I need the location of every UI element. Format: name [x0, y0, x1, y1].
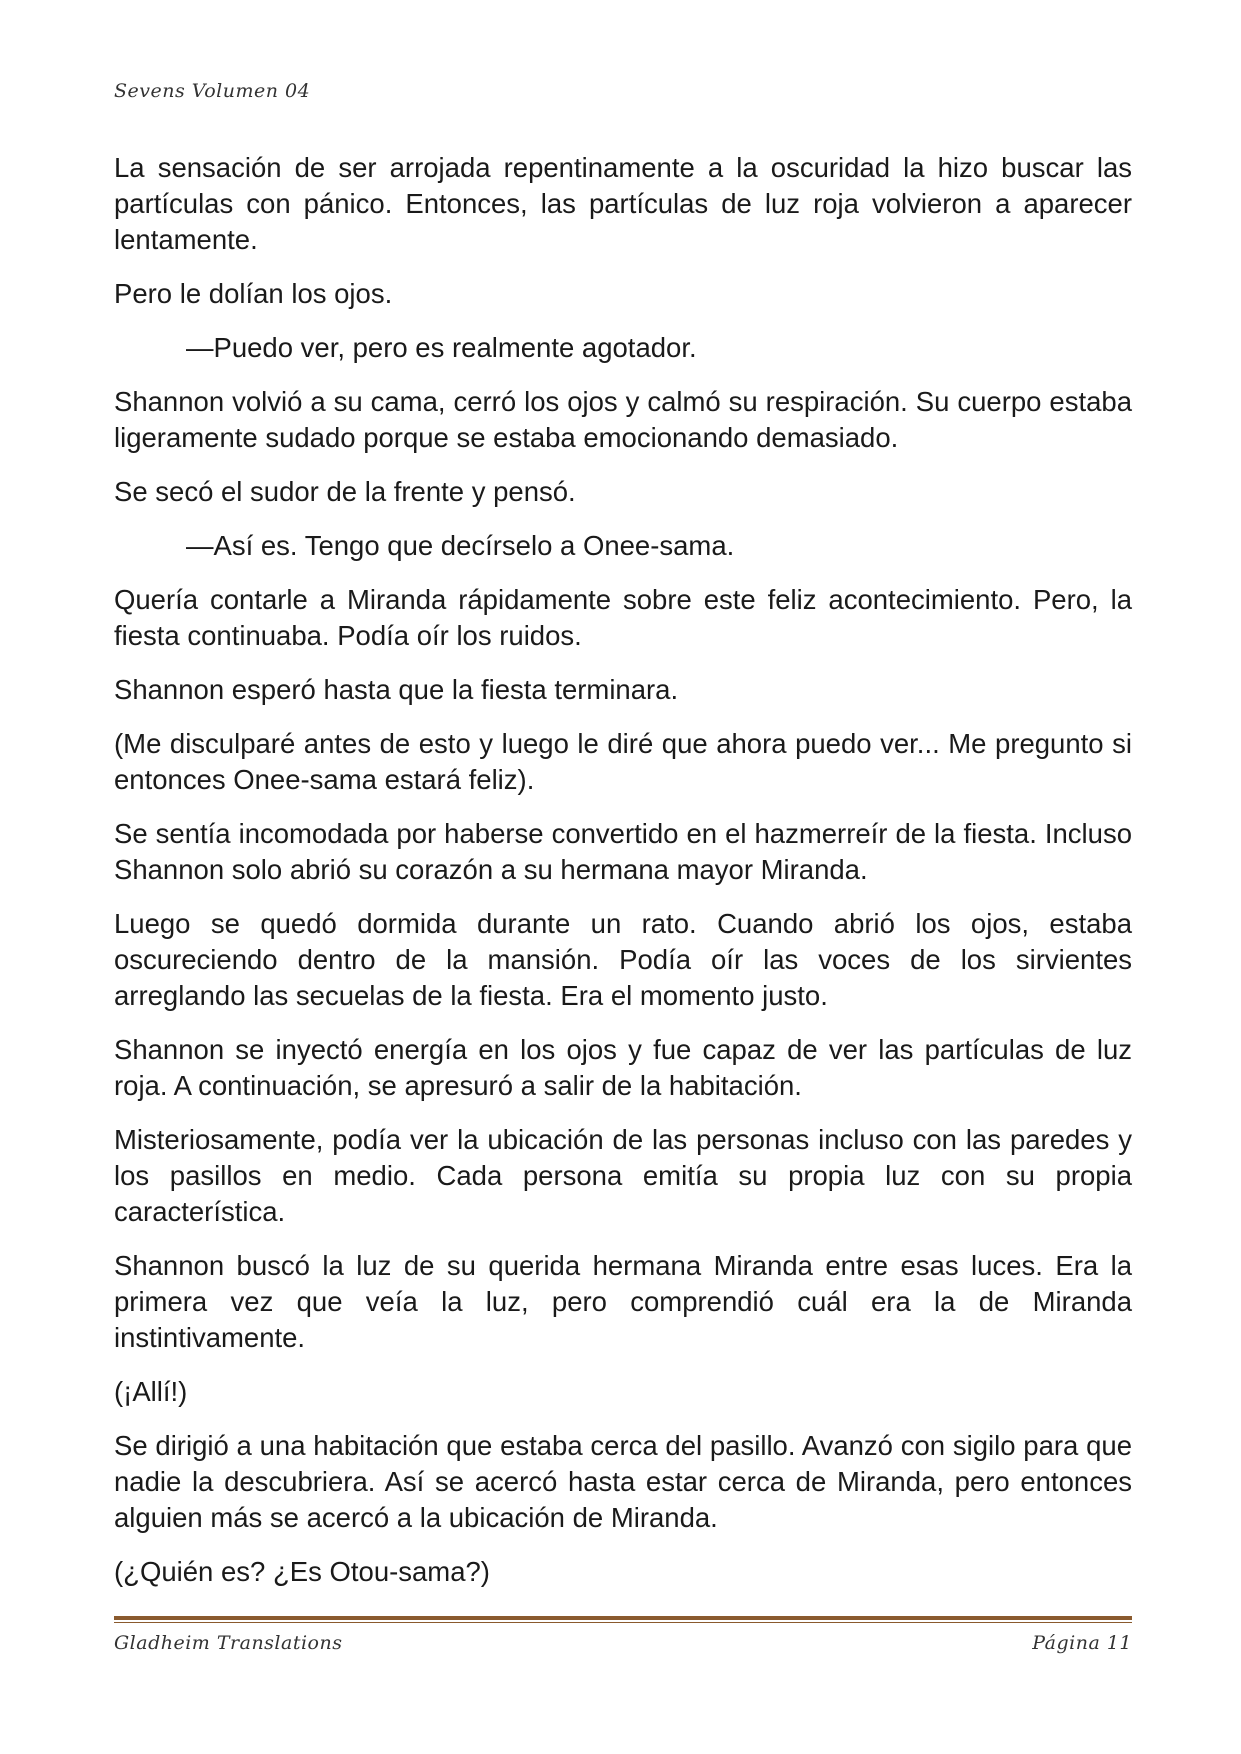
running-header: Sevens Volumen 04	[114, 80, 311, 102]
paragraph: Se dirigió a una habitación que estaba cerca del pasillo. Avanzó con sigilo para que nadie la descubriera. Así se acercó hasta estar cerca de Miranda, pero entonces alguien más se acercó a la ubicación de Miranda.	[114, 1430, 1132, 1533]
dialogue-line: —Puedo ver, pero es realmente agotador.	[186, 332, 697, 363]
paragraph: Shannon esperó hasta que la fiesta terminara.	[114, 674, 679, 705]
paragraph: (¿Quién es? ¿Es Otou-sama?)	[114, 1556, 490, 1587]
paragraph: Shannon buscó la luz de su querida hermana Miranda entre esas luces. Era la primera vez que veía la luz, pero comprendió cuál era la de Miranda instintivamente.	[114, 1250, 1132, 1353]
body-text	[114, 150, 1132, 1608]
page-number: Página 11	[1032, 1632, 1132, 1654]
paragraph: La sensación de ser arrojada repentinamente a la oscuridad la hizo buscar las partículas con pánico. Entonces, las partículas de luz roja volvieron a aparecer lentamente.	[114, 152, 1132, 255]
paragraph: Quería contarle a Miranda rápidamente sobre este feliz acontecimiento. Pero, la fiesta continuaba. Podía oír los ruidos.	[114, 584, 1132, 651]
paragraph: Misteriosamente, podía ver la ubicación de las personas incluso con las paredes y los pasillos en medio. Cada persona emitía su propia luz con su propia característica.	[114, 1124, 1132, 1227]
paragraph: Luego se quedó dormida durante un rato. Cuando abrió los ojos, estaba oscureciendo dentro de la mansión. Podía oír las voces de los sirvientes arreglando las secuelas de la fiesta. Era el momento justo.	[114, 908, 1132, 1011]
footer-divider	[114, 1616, 1132, 1620]
paragraph: Shannon volvió a su cama, cerró los ojos y calmó su respiración. Su cuerpo estaba ligeramente sudado porque se estaba emocionando demasiado.	[114, 386, 1132, 453]
paragraph: Se secó el sudor de la frente y pensó.	[114, 476, 576, 507]
paragraph: (Me disculparé antes de esto y luego le diré que ahora puedo ver... Me pregunto si entonces Onee-sama estará feliz).	[114, 728, 1132, 795]
dialogue-line: —Así es. Tengo que decírselo a Onee-sama.	[186, 530, 735, 561]
footer-divider-thin	[114, 1622, 1132, 1623]
paragraph: (¡Allí!)	[114, 1376, 188, 1407]
paragraph: Se sentía incomodada por haberse convertido en el hazmerreír de la fiesta. Incluso Shannon solo abrió su corazón a su hermana mayor Miranda.	[114, 818, 1132, 885]
paragraph: Shannon se inyectó energía en los ojos y fue capaz de ver las partículas de luz roja. A continuación, se apresuró a salir de la habitación.	[114, 1034, 1132, 1101]
footer-credit: Gladheim Translations	[114, 1632, 343, 1654]
paragraph: Pero le dolían los ojos.	[114, 278, 393, 309]
